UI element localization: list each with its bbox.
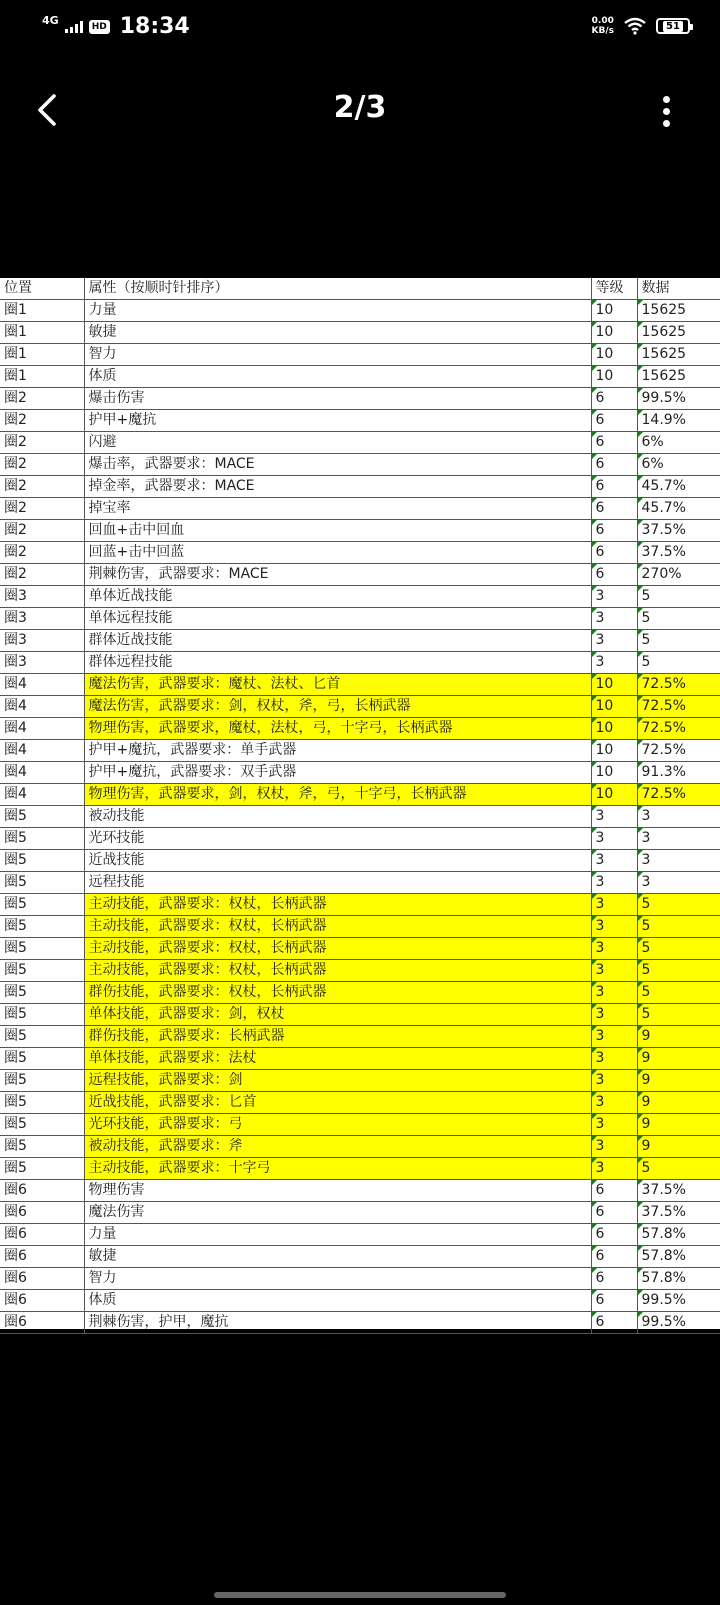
cell-attribute: 智力 bbox=[84, 344, 591, 366]
cell-attribute: 被动技能，武器要求：斧 bbox=[84, 1136, 591, 1158]
cell-value: 57.8% bbox=[637, 1246, 720, 1268]
cell-attribute: 光环技能 bbox=[84, 828, 591, 850]
cell-value: 72.5% bbox=[637, 718, 720, 740]
table-row bbox=[0, 498, 720, 520]
cell-value: 3 bbox=[637, 850, 720, 872]
cell-attribute: 魔法伤害，武器要求：魔杖、法杖、匕首 bbox=[84, 674, 591, 696]
table-row bbox=[0, 1158, 720, 1180]
table-row bbox=[0, 916, 720, 938]
cell-position: 圈3 bbox=[0, 608, 84, 630]
cell-attribute: 敏捷 bbox=[84, 1246, 591, 1268]
table-row bbox=[0, 894, 720, 916]
cell-position: 圈6 bbox=[0, 1290, 84, 1312]
cell-attribute: 爆击伤害 bbox=[84, 388, 591, 410]
cell-attribute: 智力 bbox=[84, 1268, 591, 1290]
table-row bbox=[0, 784, 720, 806]
cell-value: 6% bbox=[637, 432, 720, 454]
cell-value: 37.5% bbox=[637, 1202, 720, 1224]
cell-value: 5 bbox=[637, 1004, 720, 1026]
cell-position: 圈1 bbox=[0, 344, 84, 366]
table-row bbox=[0, 740, 720, 762]
cell-value: 37.5% bbox=[637, 1180, 720, 1202]
cell-level: 6 bbox=[591, 1202, 637, 1224]
cell-value: 5 bbox=[637, 894, 720, 916]
table-row bbox=[0, 564, 720, 586]
cell-attribute: 光环技能，武器要求：弓 bbox=[84, 1114, 591, 1136]
clock: 18:34 bbox=[119, 14, 190, 39]
cell-attribute: 主动技能，武器要求：权杖，长柄武器 bbox=[84, 938, 591, 960]
cell-level: 6 bbox=[591, 476, 637, 498]
cell-position: 圈5 bbox=[0, 1048, 84, 1070]
cell-value: 5 bbox=[637, 960, 720, 982]
cell-position: 圈5 bbox=[0, 916, 84, 938]
cell-attribute: 近战技能，武器要求：匕首 bbox=[84, 1092, 591, 1114]
cell-value: 5 bbox=[637, 938, 720, 960]
header-position: 位置 bbox=[0, 278, 84, 300]
cell-value: 5 bbox=[637, 982, 720, 1004]
cell-level: 6 bbox=[591, 1290, 637, 1312]
cell-position: 圈6 bbox=[0, 1312, 84, 1334]
table-header-row bbox=[0, 278, 720, 300]
cell-level: 10 bbox=[591, 674, 637, 696]
table-row bbox=[0, 938, 720, 960]
page-counter: 2/3 bbox=[333, 90, 387, 125]
cell-level: 3 bbox=[591, 1048, 637, 1070]
cell-position: 圈4 bbox=[0, 784, 84, 806]
cell-level: 10 bbox=[591, 718, 637, 740]
cell-attribute: 单体近战技能 bbox=[84, 586, 591, 608]
cell-position: 圈5 bbox=[0, 1070, 84, 1092]
table-row bbox=[0, 630, 720, 652]
cell-level: 6 bbox=[591, 520, 637, 542]
cell-value: 45.7% bbox=[637, 476, 720, 498]
cell-value: 91.3% bbox=[637, 762, 720, 784]
cell-attribute: 物理伤害，武器要求，魔杖，法杖，弓，十字弓，长柄武器 bbox=[84, 718, 591, 740]
cell-value: 99.5% bbox=[637, 1290, 720, 1312]
table-row bbox=[0, 1180, 720, 1202]
cell-position: 圈4 bbox=[0, 718, 84, 740]
more-options-button[interactable] bbox=[660, 96, 672, 128]
table-row bbox=[0, 586, 720, 608]
cell-attribute: 护甲+魔抗 bbox=[84, 410, 591, 432]
table-row bbox=[0, 344, 720, 366]
cell-position: 圈1 bbox=[0, 366, 84, 388]
cell-attribute: 荆棘伤害，护甲，魔抗 bbox=[84, 1312, 591, 1334]
cell-value: 9 bbox=[637, 1070, 720, 1092]
header-attribute: 属性（按顺时针排序） bbox=[84, 278, 591, 300]
cell-attribute: 力量 bbox=[84, 300, 591, 322]
cell-level: 3 bbox=[591, 1114, 637, 1136]
table-row bbox=[0, 1048, 720, 1070]
cell-value: 9 bbox=[637, 1092, 720, 1114]
cell-value: 3 bbox=[637, 872, 720, 894]
cell-position: 圈6 bbox=[0, 1224, 84, 1246]
cell-value: 9 bbox=[637, 1136, 720, 1158]
cell-position: 圈1 bbox=[0, 300, 84, 322]
cell-level: 10 bbox=[591, 784, 637, 806]
cell-attribute: 荆棘伤害，武器要求：MACE bbox=[84, 564, 591, 586]
cell-value: 72.5% bbox=[637, 674, 720, 696]
cell-position: 圈2 bbox=[0, 520, 84, 542]
table-row bbox=[0, 982, 720, 1004]
cell-value: 270% bbox=[637, 564, 720, 586]
cell-level: 3 bbox=[591, 894, 637, 916]
cell-level: 3 bbox=[591, 1004, 637, 1026]
table-row bbox=[0, 762, 720, 784]
more-vertical-icon bbox=[660, 96, 672, 127]
header-level: 等级 bbox=[591, 278, 637, 300]
cell-attribute: 敏捷 bbox=[84, 322, 591, 344]
cell-level: 3 bbox=[591, 1158, 637, 1180]
cell-level: 6 bbox=[591, 1268, 637, 1290]
cell-value: 99.5% bbox=[637, 1312, 720, 1334]
cell-value: 72.5% bbox=[637, 784, 720, 806]
cell-value: 99.5% bbox=[637, 388, 720, 410]
cell-position: 圈2 bbox=[0, 476, 84, 498]
cell-attribute: 爆击率，武器要求：MACE bbox=[84, 454, 591, 476]
cell-level: 3 bbox=[591, 960, 637, 982]
cell-value: 5 bbox=[637, 608, 720, 630]
cell-level: 10 bbox=[591, 740, 637, 762]
home-indicator[interactable] bbox=[214, 1592, 506, 1598]
cell-value: 37.5% bbox=[637, 520, 720, 542]
cell-position: 圈3 bbox=[0, 586, 84, 608]
cell-position: 圈3 bbox=[0, 630, 84, 652]
cell-level: 3 bbox=[591, 652, 637, 674]
cell-value: 57.8% bbox=[637, 1224, 720, 1246]
table-row bbox=[0, 366, 720, 388]
cell-position: 圈5 bbox=[0, 850, 84, 872]
cell-level: 6 bbox=[591, 564, 637, 586]
cell-position: 圈5 bbox=[0, 828, 84, 850]
cell-position: 圈1 bbox=[0, 322, 84, 344]
cell-attribute: 单体技能，武器要求：剑，权杖 bbox=[84, 1004, 591, 1026]
cell-attribute: 远程技能 bbox=[84, 872, 591, 894]
cell-position: 圈3 bbox=[0, 652, 84, 674]
cell-level: 3 bbox=[591, 608, 637, 630]
cell-attribute: 护甲+魔抗，武器要求：单手武器 bbox=[84, 740, 591, 762]
network-type: 4G bbox=[42, 14, 59, 27]
cell-attribute: 闪避 bbox=[84, 432, 591, 454]
table-row bbox=[0, 608, 720, 630]
cell-position: 圈5 bbox=[0, 960, 84, 982]
table-row bbox=[0, 388, 720, 410]
table-row bbox=[0, 1114, 720, 1136]
cell-level: 6 bbox=[591, 498, 637, 520]
cell-attribute: 近战技能 bbox=[84, 850, 591, 872]
cell-level: 6 bbox=[591, 410, 637, 432]
table-row bbox=[0, 1092, 720, 1114]
table-row bbox=[0, 674, 720, 696]
cell-value: 6% bbox=[637, 454, 720, 476]
attribute-table bbox=[0, 278, 720, 1334]
table-row bbox=[0, 828, 720, 850]
cell-position: 圈6 bbox=[0, 1180, 84, 1202]
cell-position: 圈5 bbox=[0, 1004, 84, 1026]
cell-attribute: 主动技能，武器要求：权杖，长柄武器 bbox=[84, 960, 591, 982]
cell-level: 3 bbox=[591, 1026, 637, 1048]
wifi-icon bbox=[624, 17, 646, 35]
table-row bbox=[0, 476, 720, 498]
cell-value: 72.5% bbox=[637, 696, 720, 718]
signal-icon bbox=[65, 21, 83, 33]
cell-attribute: 远程技能，武器要求：剑 bbox=[84, 1070, 591, 1092]
table-row bbox=[0, 1136, 720, 1158]
table-row bbox=[0, 300, 720, 322]
cell-position: 圈5 bbox=[0, 1026, 84, 1048]
table-row bbox=[0, 1004, 720, 1026]
cell-position: 圈2 bbox=[0, 388, 84, 410]
cell-level: 6 bbox=[591, 1180, 637, 1202]
cell-attribute: 护甲+魔抗，武器要求：双手武器 bbox=[84, 762, 591, 784]
cell-level: 3 bbox=[591, 938, 637, 960]
cell-attribute: 掉金率，武器要求：MACE bbox=[84, 476, 591, 498]
cell-level: 3 bbox=[591, 1070, 637, 1092]
cell-level: 10 bbox=[591, 300, 637, 322]
cell-attribute: 体质 bbox=[84, 366, 591, 388]
cell-position: 圈6 bbox=[0, 1268, 84, 1290]
cell-attribute: 主动技能，武器要求：权杖，长柄武器 bbox=[84, 894, 591, 916]
cell-position: 圈4 bbox=[0, 740, 84, 762]
cell-attribute: 被动技能 bbox=[84, 806, 591, 828]
table-row bbox=[0, 1070, 720, 1092]
cell-position: 圈5 bbox=[0, 806, 84, 828]
cell-value: 72.5% bbox=[637, 740, 720, 762]
cell-position: 圈5 bbox=[0, 1114, 84, 1136]
cell-value: 5 bbox=[637, 1158, 720, 1180]
battery-icon bbox=[656, 18, 690, 34]
cell-attribute: 力量 bbox=[84, 1224, 591, 1246]
cell-position: 圈2 bbox=[0, 432, 84, 454]
table-row bbox=[0, 652, 720, 674]
cell-level: 6 bbox=[591, 454, 637, 476]
cell-position: 圈2 bbox=[0, 542, 84, 564]
cell-level: 10 bbox=[591, 366, 637, 388]
table-row bbox=[0, 850, 720, 872]
cell-position: 圈2 bbox=[0, 498, 84, 520]
cell-level: 3 bbox=[591, 828, 637, 850]
cell-level: 3 bbox=[591, 806, 637, 828]
table-row bbox=[0, 1026, 720, 1048]
table-row bbox=[0, 410, 720, 432]
cell-attribute: 体质 bbox=[84, 1290, 591, 1312]
table-row bbox=[0, 806, 720, 828]
cell-level: 3 bbox=[591, 982, 637, 1004]
cell-value: 5 bbox=[637, 652, 720, 674]
table-row bbox=[0, 960, 720, 982]
cell-attribute: 单体远程技能 bbox=[84, 608, 591, 630]
table-row bbox=[0, 872, 720, 894]
cell-value: 15625 bbox=[637, 366, 720, 388]
cell-value: 9 bbox=[637, 1048, 720, 1070]
table-row bbox=[0, 1224, 720, 1246]
cell-position: 圈6 bbox=[0, 1246, 84, 1268]
table-row bbox=[0, 1202, 720, 1224]
cell-level: 3 bbox=[591, 916, 637, 938]
cell-value: 9 bbox=[637, 1114, 720, 1136]
cell-level: 3 bbox=[591, 1136, 637, 1158]
cell-position: 圈5 bbox=[0, 1136, 84, 1158]
cell-value: 5 bbox=[637, 630, 720, 652]
cell-level: 6 bbox=[591, 1312, 637, 1334]
cell-attribute: 回血+击中回血 bbox=[84, 520, 591, 542]
header-value: 数据 bbox=[637, 278, 720, 300]
cell-position: 圈4 bbox=[0, 674, 84, 696]
cell-level: 6 bbox=[591, 388, 637, 410]
cell-level: 3 bbox=[591, 586, 637, 608]
cell-attribute: 群伤技能，武器要求：权杖，长柄武器 bbox=[84, 982, 591, 1004]
cell-level: 6 bbox=[591, 1224, 637, 1246]
cell-position: 圈2 bbox=[0, 410, 84, 432]
table-row bbox=[0, 542, 720, 564]
cell-position: 圈5 bbox=[0, 872, 84, 894]
cell-value: 5 bbox=[637, 916, 720, 938]
cell-attribute: 群伤技能，武器要求：长柄武器 bbox=[84, 1026, 591, 1048]
cell-value: 3 bbox=[637, 806, 720, 828]
table-row bbox=[0, 696, 720, 718]
hd-badge: HD bbox=[89, 20, 110, 34]
table-row bbox=[0, 432, 720, 454]
cell-level: 3 bbox=[591, 630, 637, 652]
cell-value: 45.7% bbox=[637, 498, 720, 520]
table-row bbox=[0, 1290, 720, 1312]
cell-attribute: 魔法伤害，武器要求：剑，权杖，斧，弓，长柄武器 bbox=[84, 696, 591, 718]
table-row bbox=[0, 1246, 720, 1268]
table-row bbox=[0, 718, 720, 740]
table-row bbox=[0, 322, 720, 344]
battery-level: 51 bbox=[663, 21, 683, 32]
cell-position: 圈5 bbox=[0, 938, 84, 960]
cell-value: 9 bbox=[637, 1026, 720, 1048]
cell-level: 10 bbox=[591, 322, 637, 344]
spreadsheet-image[interactable] bbox=[0, 278, 720, 1329]
cell-attribute: 掉宝率 bbox=[84, 498, 591, 520]
cell-value: 37.5% bbox=[637, 542, 720, 564]
cell-position: 圈6 bbox=[0, 1202, 84, 1224]
cell-value: 14.9% bbox=[637, 410, 720, 432]
cell-attribute: 群体近战技能 bbox=[84, 630, 591, 652]
cell-attribute: 魔法伤害 bbox=[84, 1202, 591, 1224]
cell-position: 圈5 bbox=[0, 1158, 84, 1180]
cell-value: 15625 bbox=[637, 300, 720, 322]
cell-level: 10 bbox=[591, 696, 637, 718]
cell-position: 圈4 bbox=[0, 762, 84, 784]
cell-position: 圈5 bbox=[0, 894, 84, 916]
cell-value: 3 bbox=[637, 828, 720, 850]
cell-attribute: 单体技能，武器要求：法杖 bbox=[84, 1048, 591, 1070]
cell-position: 圈2 bbox=[0, 564, 84, 586]
cell-level: 6 bbox=[591, 1246, 637, 1268]
cell-level: 3 bbox=[591, 872, 637, 894]
cell-value: 15625 bbox=[637, 344, 720, 366]
cell-level: 10 bbox=[591, 762, 637, 784]
cell-value: 5 bbox=[637, 586, 720, 608]
table-row bbox=[0, 1312, 720, 1334]
cell-attribute: 群体远程技能 bbox=[84, 652, 591, 674]
cell-attribute: 物理伤害 bbox=[84, 1180, 591, 1202]
table-row bbox=[0, 520, 720, 542]
table-row bbox=[0, 454, 720, 476]
cell-position: 圈5 bbox=[0, 982, 84, 1004]
cell-value: 57.8% bbox=[637, 1268, 720, 1290]
cell-attribute: 主动技能，武器要求：权杖，长柄武器 bbox=[84, 916, 591, 938]
cell-level: 6 bbox=[591, 432, 637, 454]
cell-level: 3 bbox=[591, 1092, 637, 1114]
cell-position: 圈4 bbox=[0, 696, 84, 718]
cell-level: 10 bbox=[591, 344, 637, 366]
network-speed: 0.00 KB/s bbox=[591, 16, 614, 36]
cell-level: 3 bbox=[591, 850, 637, 872]
cell-attribute: 回蓝+击中回蓝 bbox=[84, 542, 591, 564]
status-bar bbox=[0, 0, 720, 56]
cell-position: 圈5 bbox=[0, 1092, 84, 1114]
cell-level: 6 bbox=[591, 542, 637, 564]
table-row bbox=[0, 1268, 720, 1290]
cell-attribute: 物理伤害，武器要求，剑，权杖，斧，弓，十字弓，长柄武器 bbox=[84, 784, 591, 806]
cell-attribute: 主动技能，武器要求：十字弓 bbox=[84, 1158, 591, 1180]
cell-value: 15625 bbox=[637, 322, 720, 344]
cell-position: 圈2 bbox=[0, 454, 84, 476]
